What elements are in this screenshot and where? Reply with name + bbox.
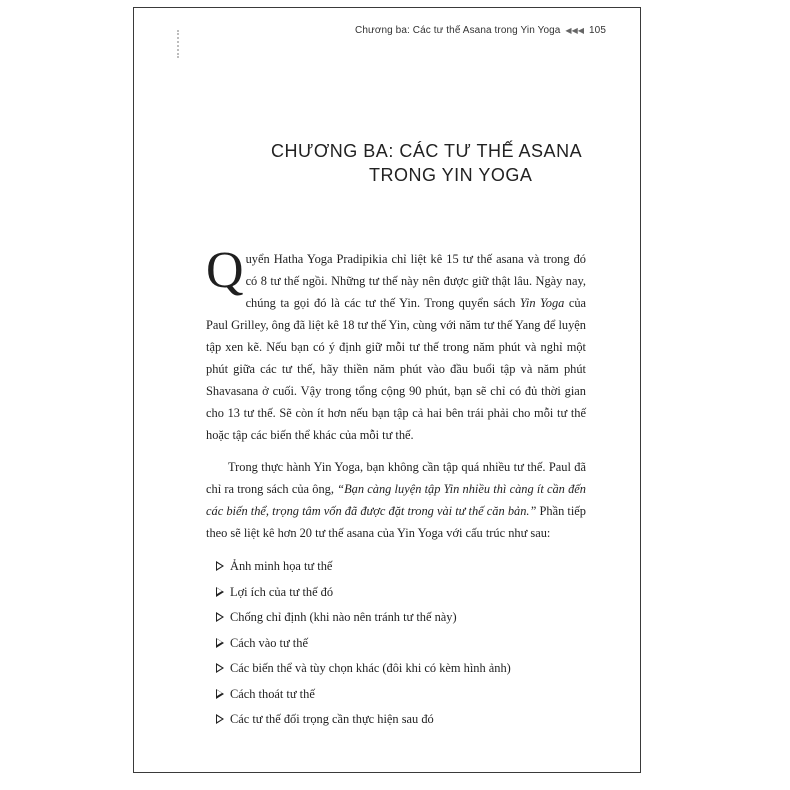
book-title: Yin Yoga (519, 296, 565, 310)
list-item-label: Chống chỉ định (khi nào nên tránh tư thế này) (230, 610, 457, 624)
list-item (216, 657, 586, 683)
running-header (355, 25, 606, 36)
triangle-bullet-icon (216, 689, 224, 699)
list-item (216, 581, 586, 607)
triangle-bullet-icon (216, 714, 224, 724)
list-item (216, 632, 586, 658)
list-item-label: Lợi ích của tư thế đó (230, 584, 334, 599)
binding-marks (177, 30, 183, 58)
list-item (216, 708, 586, 734)
header-title: Chương ba: Các tư thế Asana trong Yin Yoga (355, 25, 561, 36)
quote: “Bạn càng luyện tập Yin nhiều thì càng ít cần đến các biến thể, trọng tâm vốn đã được đặt trong vài tư thế căn bản.” (206, 482, 586, 518)
list-item-label: Các biến thể và tùy chọn khác (đôi khi có kèm hình ảnh) (230, 661, 511, 675)
triangle-bullet-icon (216, 612, 224, 622)
list-item (216, 555, 586, 581)
arrow-icon: ◀◀◀ (565, 26, 585, 35)
triangle-bullet-icon (216, 663, 224, 673)
list-item (216, 683, 586, 709)
list-item-label: Ảnh minh họa tư thế (230, 559, 333, 573)
drop-cap: Q (206, 242, 244, 299)
paragraph-1-text-a: uyển Hatha Yoga Pradipikia chỉ liệt kê 15 tư thế asana và trong đó có 8 tư thế ngồi. Những tư thế này nên được giữ thật lâu. Ngày nay, chúng ta gọi đó là các tư thế Yin. Trong quyển sách (245, 252, 586, 310)
chapter-title-line2: TRONG YIN YOGA (369, 165, 533, 185)
triangle-bullet-icon (216, 638, 224, 648)
list-item (216, 606, 586, 632)
page-number: 105 (589, 25, 606, 36)
triangle-bullet-icon (216, 561, 224, 571)
chapter-title (271, 139, 582, 187)
body-text (206, 242, 587, 734)
paragraph-1-text-b: của Paul Grilley, ông đã liệt kê 18 tư thế Yin, cùng với năm tư thế Yang để luyện tập xen kẽ. Nếu bạn có ý định giữ mỗi tư thế trong năm phút và nghỉ một phút giữa các tư thế, hãy thiền năm phút vào đầu buổi tập và năm phút Shavasana ở cuối. Vậy trong tổng cộng 90 phút, bạn sẽ chỉ có đủ thời gian cho 13 tư thế. Sẽ còn ít hơn nếu bạn tập cả hai bên trái phải cho mỗi tư thế hoặc tập các biến thể khác của mỗi tư thế. (206, 296, 587, 442)
paragraph-1 (206, 242, 587, 446)
list-item-label: Cách thoát tư thế (230, 686, 315, 701)
structure-list (206, 555, 586, 734)
paragraph-2-text-a: Trong thực hành Yin Yoga, bạn không cần tập quá nhiều tư thế. Paul đã chỉ ra trong sách của ông, (206, 460, 586, 496)
list-item-label: Cách vào tư thế (230, 635, 308, 650)
paragraph-2-text-b: Phần tiếp theo sẽ liệt kê hơn 20 tư thế asana của Yin Yoga với cấu trúc như sau: (206, 504, 586, 540)
book-page (133, 7, 641, 773)
paragraph-2 (206, 456, 586, 544)
list-item-label: Các tư thế đối trọng cần thực hiện sau đó (230, 712, 434, 726)
triangle-bullet-icon (216, 587, 224, 597)
chapter-title-line1: CHƯƠNG BA: CÁC TƯ THẾ ASANA (271, 141, 583, 161)
